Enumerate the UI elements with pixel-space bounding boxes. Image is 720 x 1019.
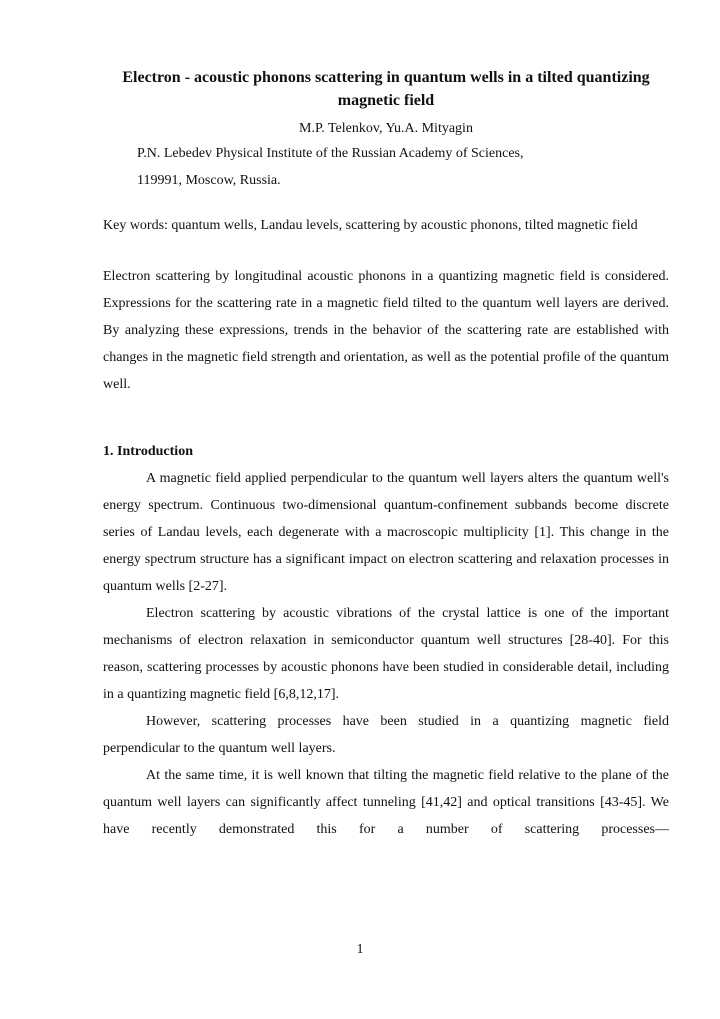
keywords: Key words: quantum wells, Landau levels, scattering by acoustic phonons, tilted magnetic field	[103, 218, 638, 233]
paper-page	[103, 66, 669, 843]
paper-title: Electron - acoustic phonons scattering in quantum wells in a tilted quantizing magnetic field	[122, 69, 650, 109]
paper-authors: M.P. Telenkov, Yu.A. Mityagin	[299, 121, 473, 136]
intro-paragraph-4: At the same time, it is well known that tilting the magnetic field relative to the plane of the quantum well layers can significantly affect tunneling [41,42] and optical transitions [43-45]. We have recently demonstrated this for a number of scattering processes—	[103, 768, 669, 837]
intro-paragraph-2: Electron scattering by acoustic vibrations of the crystal lattice is one of the important mechanisms of electron relaxation in semiconductor quantum well structures [28-40]. For this reason, scattering processes by acoustic phonons have been studied in considerable detail, including in a quantizing magnetic field [6,8,12,17].	[103, 606, 669, 702]
abstract: Electron scattering by longitudinal acoustic phonons in a quantizing magnetic field is considered. Expressions for the scattering rate in a magnetic field tilted to the quantum well layers are derived. By analyzing these expressions, trends in the behavior of the scattering rate are established with changes in the magnetic field strength and orientation, as well as the potential profile of the quantum well.	[103, 269, 669, 392]
intro-paragraph-1: A magnetic field applied perpendicular to the quantum well layers alters the quantum well's energy spectrum. Continuous two-dimensional quantum-confinement subbands become discrete series of Landau levels, each degenerate with a macroscopic multiplicity [1]. This change in the energy spectrum structure has a significant impact on electron scattering and relaxation processes in quantum wells [2-27].	[103, 471, 669, 594]
affiliation-line-1: P.N. Lebedev Physical Institute of the Russian Academy of Sciences,	[137, 146, 524, 161]
intro-paragraph-3: However, scattering processes have been studied in a quantizing magnetic field perpendicular to the quantum well layers.	[103, 714, 669, 756]
page-number: 1	[356, 942, 364, 957]
section-heading-introduction: 1. Introduction	[103, 444, 193, 459]
affiliation-line-2: 119991, Moscow, Russia.	[137, 173, 281, 188]
